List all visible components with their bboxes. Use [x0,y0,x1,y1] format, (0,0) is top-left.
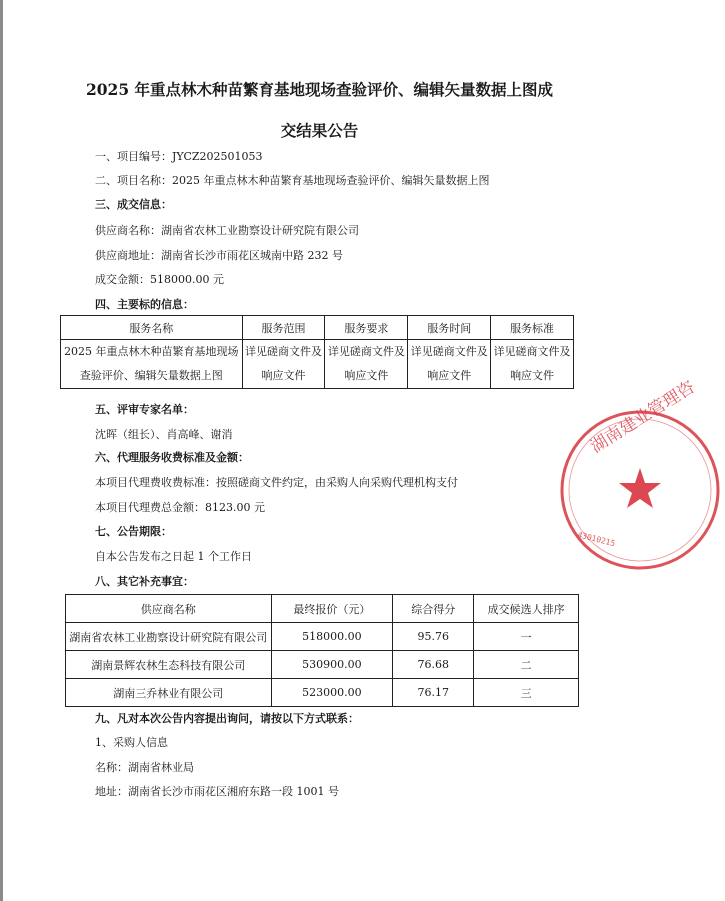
service-name-line-1: 2025 年重点林木种苗繁育基地现场 [64,345,239,358]
notice-period-heading: 七、公告期限： [95,525,172,538]
service-time-cell [408,340,491,389]
cell-line-1: 详见磋商文件及 [410,345,488,358]
agency-fee-total: 本项目代理费总金额：8123.00 元 [95,501,265,514]
supplier-name-cell: 湖南景辉农林生态科技有限公司 [66,651,272,679]
service-scope-cell [242,340,325,389]
score-cell: 95.76 [393,623,474,651]
table-header-row [66,595,579,623]
price-cell: 518000.00 [271,623,393,651]
main-subject-heading: 四、主要标的信息： [95,298,194,311]
header-score: 综合得分 [393,595,474,623]
header-rank: 成交候选人排序 [474,595,579,623]
agency-fee-standard: 本项目代理费收费标准：按照磋商文件约定，由采购人向采购代理机构支付 [95,476,458,489]
header-service-requirement: 服务要求 [325,316,408,340]
price-cell: 523000.00 [271,679,393,707]
experts-heading: 五、评审专家名单： [95,403,194,416]
header-service-scope: 服务范围 [242,316,325,340]
table-row [66,651,579,679]
header-final-price: 最终报价（元） [271,595,393,623]
project-name: 二、项目名称：2025 年重点林木种苗繁育基地现场查验评价、编辑矢量数据上图 [95,174,490,187]
experts-names: 沈晖（组长）、肖高峰、谢消 [95,428,233,441]
page-title-line-1: 2025 年重点林木种苗繁育基地现场查验评价、编辑矢量数据上图成 [85,80,554,99]
project-number: 一、项目编号：JYCZ202501053 [95,150,263,163]
cell-line-1: 详见磋商文件及 [327,345,405,358]
table-header-row [61,316,574,340]
cell-line-2: 响应文件 [510,369,555,382]
header-service-name: 服务名称 [61,316,243,340]
header-supplier-name: 供应商名称 [66,595,272,623]
svg-text:43010215: 43010215 [576,530,617,549]
table-row [66,623,579,651]
supplier-name: 供应商名称：湖南省农林工业勘察设计研究院有限公司 [95,224,359,237]
rank-cell: 一 [474,623,579,651]
seal-stamp-icon [555,377,725,575]
main-subject-table [60,315,574,389]
supplier-address: 供应商地址：湖南省长沙市雨花区城南中路 232 号 [95,249,343,262]
purchaser-address: 地址：湖南省长沙市雨花区湘府东路一段 1001 号 [95,785,339,798]
cell-line-1: 详见磋商文件及 [245,345,323,358]
score-cell: 76.17 [393,679,474,707]
rank-cell: 二 [474,651,579,679]
price-cell: 530900.00 [271,651,393,679]
header-service-standard: 服务标准 [491,316,574,340]
cell-line-2: 响应文件 [427,369,472,382]
score-cell: 76.68 [393,651,474,679]
page-title-line-2: 交结果公告 [280,121,359,140]
agency-fee-heading: 六、代理服务收费标准及金额： [95,451,249,464]
notice-period-text: 自本公告发布之日起 1 个工作日 [95,550,252,563]
service-name-cell [61,340,243,389]
supplier-name-cell: 湖南省农林工业勘察设计研究院有限公司 [66,623,272,651]
cell-line-2: 响应文件 [344,369,389,382]
table-row [61,340,574,389]
contact-heading: 九、凡对本次公告内容提出询问，请按以下方式联系： [95,712,359,725]
candidate-table [65,594,579,707]
other-matters-heading: 八、其它补充事宜： [95,575,194,588]
contact-sub-heading: 1、采购人信息 [95,736,168,749]
purchaser-name: 名称：湖南省林业局 [95,761,194,774]
svg-text:湖南建业管理咨: 湖南建业管理咨 [587,377,699,458]
table-row [66,679,579,707]
rank-cell: 三 [474,679,579,707]
supplier-name-cell: 湖南三乔林业有限公司 [66,679,272,707]
cell-line-2: 响应文件 [261,369,306,382]
header-service-time: 服务时间 [408,316,491,340]
deal-amount: 成交金额：518000.00 元 [95,273,224,286]
service-name-line-2: 查验评价、编辑矢量数据上图 [79,369,223,382]
service-requirement-cell [325,340,408,389]
deal-info-heading: 三、成交信息： [95,198,172,211]
cell-line-1: 详见磋商文件及 [493,345,571,358]
service-standard-cell [491,340,574,389]
